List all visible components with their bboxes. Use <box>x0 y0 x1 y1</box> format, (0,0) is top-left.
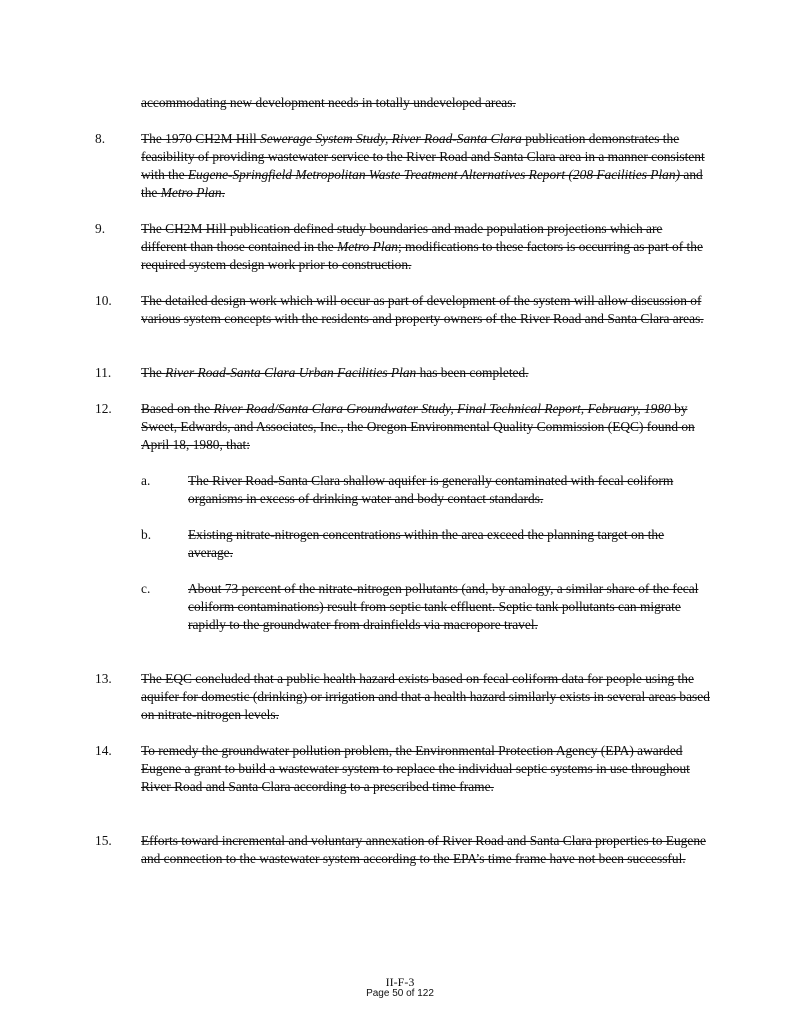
sub-item-c <box>141 580 710 634</box>
item-text: The CH2M Hill publication defined study boundaries and made population projections which are different than those contained in the Metro Plan; modifications to these factors is occurring as part of the required system design work prior to construction. <box>141 221 703 272</box>
item-number: 15. <box>95 833 112 848</box>
item-text: The 1970 CH2M Hill Sewerage System Study, River Road-Santa Clara publication demonstrates the feasibility of providing wastewater service to the River Road and Santa Clara area in a manner consistent with the Eugene-Springfield Metropolitan Waste Treatment Alternatives Report (208 Facilities Plan) and the Metro Plan. <box>141 131 705 200</box>
item-text: Based on the River Road/Santa Clara Groundwater Study, Final Technical Report, February, 1980 by Sweet, Edwards, and Associates, Inc., the Oregon Environmental Quality Commission (EQC) found on April 18, 1980, that: <box>141 401 695 452</box>
finding-item-9 <box>95 220 710 274</box>
section-page-number: II-F-3 <box>385 975 415 989</box>
item-number: 11. <box>95 365 112 380</box>
continuation-text: accommodating new development needs in totally undeveloped areas. <box>141 95 516 110</box>
item-number: 12. <box>95 401 112 416</box>
page-counter: Page 50 of 122 <box>366 988 434 999</box>
finding-item-12 <box>95 400 710 454</box>
sub-item-text: The River Road-Santa Clara shallow aquifer is generally contaminated with fecal coliform organisms in excess of drinking water and body contact standards. <box>188 473 674 506</box>
sub-item-letter: c. <box>141 581 151 596</box>
finding-item-11 <box>95 364 710 382</box>
item-text: To remedy the groundwater pollution problem, the Environmental Protection Agency (EPA) awarded Eugene a grant to build a wastewater system to replace the individual septic systems in use throughout River Road and Santa Clara according to a prescribed time frame. <box>141 743 690 794</box>
item-number: 8. <box>95 131 106 146</box>
finding-item-8 <box>95 130 710 202</box>
item-number: 10. <box>95 293 112 308</box>
finding-item-14 <box>95 742 710 796</box>
finding-item-13 <box>95 670 710 724</box>
sub-item-text: About 73 percent of the nitrate-nitrogen pollutants (and, by analogy, a similar share of the fecal coliform contaminations) result from septic tank effluent. Septic tank pollutants can migrate rapidly to the groundwater from drainfields via macropore travel. <box>188 581 699 632</box>
sub-item-text: Existing nitrate-nitrogen concentrations within the area exceed the planning target on the average. <box>188 527 665 560</box>
sub-item-letter: b. <box>141 527 152 542</box>
item-number: 13. <box>95 671 112 686</box>
item-text: The detailed design work which will occur as part of development of the system will allow discussion of various system concepts with the residents and property owners of the River Road and Santa Clara areas. <box>141 293 704 326</box>
item-text: Efforts toward incremental and voluntary annexation of River Road and Santa Clara properties to Eugene and connection to the wastewater system according to the EPA’s time frame have not been successful. <box>141 833 706 866</box>
sub-item-b <box>141 526 710 562</box>
sub-item-a <box>141 472 710 508</box>
item-number: 14. <box>95 743 112 758</box>
item-text: The River Road-Santa Clara Urban Facilities Plan has been completed. <box>141 365 529 380</box>
sub-item-letter: a. <box>141 473 151 488</box>
item-number: 9. <box>95 221 106 236</box>
finding-item-10 <box>95 292 710 328</box>
item-text: The EQC concluded that a public health hazard exists based on fecal coliform data for people using the aquifer for domestic (drinking) or irrigation and that a health hazard similarly exists in several areas based on nitrate-nitrogen levels. <box>141 671 710 722</box>
finding-item-15 <box>95 832 710 868</box>
